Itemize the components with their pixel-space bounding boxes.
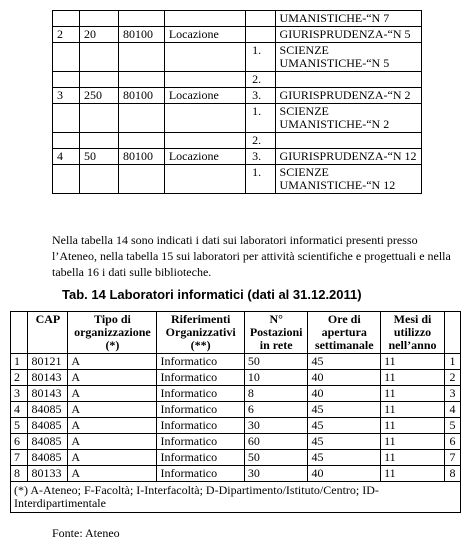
table-cell: 7	[11, 450, 28, 466]
table-cell: Informatico	[157, 402, 244, 418]
table-cell: Informatico	[157, 434, 244, 450]
table-cell	[80, 133, 119, 149]
table-cell	[80, 11, 119, 27]
table-cell	[80, 43, 119, 72]
table-cell: Informatico	[157, 386, 244, 402]
table-cell: 5	[11, 418, 28, 434]
table-cell: SCIENZE UMANISTICHE-“N 5	[275, 43, 421, 72]
table-cell: Informatico	[157, 370, 244, 386]
table-row	[11, 370, 461, 386]
table-row	[53, 104, 422, 133]
header-cell: Tipo di organizzazione (*)	[68, 312, 157, 354]
table-cell: 30	[244, 466, 308, 482]
table-cell: 6	[244, 402, 308, 418]
table-cell: 80143	[28, 386, 68, 402]
continuation-table	[52, 10, 422, 194]
table-cell: Informatico	[157, 466, 244, 482]
table-cell: 4	[11, 402, 28, 418]
header-row	[11, 312, 461, 354]
table-row	[53, 11, 422, 27]
table-cell: 3	[53, 88, 80, 104]
table-cell: SCIENZE UMANISTICHE-“N 12	[275, 165, 421, 194]
table-cell: GIURISPRUDENZA-“N 5	[275, 27, 421, 43]
table-cell: 4	[53, 149, 80, 165]
table-cell	[80, 104, 119, 133]
header-cell	[444, 312, 460, 354]
table-cell: 84085	[28, 434, 68, 450]
table-cell: 30	[244, 418, 308, 434]
header-cell: N° Postazioni in rete	[244, 312, 308, 354]
table-cell: 2.	[246, 72, 275, 88]
table-cell: 80133	[28, 466, 68, 482]
table-cell	[119, 72, 165, 88]
table-cell: 80143	[28, 370, 68, 386]
table-cell	[164, 72, 245, 88]
table-cell: 2	[11, 370, 28, 386]
table-cell: A	[68, 386, 157, 402]
table-cell: 3	[11, 386, 28, 402]
table-row	[53, 27, 422, 43]
table-cell	[164, 133, 245, 149]
table-cell: 80100	[119, 27, 165, 43]
table-cell: 45	[308, 418, 381, 434]
source-note: Fonte: Ateneo	[52, 526, 120, 540]
table-note: (*) A-Ateneo; F-Facoltà; I-Interfacoltà; D-Dipartimento/Istituto/Centro; ID-Interdipartimentale	[11, 482, 461, 513]
table-cell: 50	[244, 354, 308, 370]
table-cell: 11	[381, 418, 445, 434]
table-cell	[164, 43, 245, 72]
note-row	[11, 482, 461, 513]
table-cell: 40	[308, 386, 381, 402]
table-cell: 7	[444, 450, 460, 466]
table-cell: 11	[381, 450, 445, 466]
table-cell: 11	[381, 354, 445, 370]
table-cell	[119, 104, 165, 133]
table-cell: A	[68, 434, 157, 450]
table-cell: 1	[444, 354, 460, 370]
table-cell	[53, 104, 80, 133]
table-cell: 10	[244, 370, 308, 386]
table-cell	[246, 27, 275, 43]
table-cell	[119, 11, 165, 27]
table-cell: 84085	[28, 450, 68, 466]
table-cell: A	[68, 370, 157, 386]
table-cell: 8	[244, 386, 308, 402]
table-row	[53, 165, 422, 194]
table-cell: 1.	[246, 165, 275, 194]
table-cell: 40	[308, 466, 381, 482]
table-cell	[164, 104, 245, 133]
table-cell: 45	[308, 354, 381, 370]
header-cell: Ore di apertura settimanale	[308, 312, 381, 354]
table-cell	[119, 133, 165, 149]
table-cell	[80, 165, 119, 194]
table-cell: 3.	[246, 149, 275, 165]
table-cell: 6	[11, 434, 28, 450]
table-row	[11, 386, 461, 402]
table-cell	[53, 133, 80, 149]
table-cell: 11	[381, 466, 445, 482]
table-cell: Informatico	[157, 418, 244, 434]
table-cell	[164, 11, 245, 27]
header-cell: CAP	[28, 312, 68, 354]
table-cell: 84085	[28, 418, 68, 434]
table-cell: 5	[444, 418, 460, 434]
table-cell	[164, 165, 245, 194]
table-cell: Informatico	[157, 450, 244, 466]
table-cell: 80100	[119, 88, 165, 104]
table-cell	[119, 165, 165, 194]
table-cell: Locazione	[164, 149, 245, 165]
table-cell: 60	[244, 434, 308, 450]
table-cell: Locazione	[164, 88, 245, 104]
table-cell: 2.	[246, 133, 275, 149]
table-cell: 45	[308, 402, 381, 418]
table-row	[53, 133, 422, 149]
table-row	[11, 434, 461, 450]
table-cell: 11	[381, 434, 445, 450]
table-cell: 1.	[246, 104, 275, 133]
table-cell: 6	[444, 434, 460, 450]
table-cell: Informatico	[157, 354, 244, 370]
table-cell: 50	[80, 149, 119, 165]
table-cell: 3	[444, 386, 460, 402]
table-cell: 40	[308, 370, 381, 386]
table-cell: A	[68, 418, 157, 434]
table-row	[11, 418, 461, 434]
table-title: Tab. 14 Laboratori informatici (dati al 31.12.2011)	[62, 287, 362, 302]
table-cell	[275, 72, 421, 88]
table-cell	[275, 133, 421, 149]
table-row	[11, 450, 461, 466]
table-cell: 80100	[119, 149, 165, 165]
table-cell: 80121	[28, 354, 68, 370]
table-row	[11, 402, 461, 418]
table-cell: Locazione	[164, 27, 245, 43]
header-cell: Riferimenti Organizzativi (**)	[157, 312, 244, 354]
table-cell: 45	[308, 434, 381, 450]
table-cell	[246, 11, 275, 27]
table-cell: 1	[11, 354, 28, 370]
table-cell: 1.	[246, 43, 275, 72]
table-cell: 45	[308, 450, 381, 466]
table-cell: 250	[80, 88, 119, 104]
table-cell	[53, 11, 80, 27]
table-cell: 8	[11, 466, 28, 482]
table-cell: 11	[381, 402, 445, 418]
table-cell: SCIENZE UMANISTICHE-“N 2	[275, 104, 421, 133]
table-cell: 84085	[28, 402, 68, 418]
table-cell: GIURISPRUDENZA-“N 2	[275, 88, 421, 104]
table-row	[11, 354, 461, 370]
table-cell: 3.	[246, 88, 275, 104]
table-cell: A	[68, 402, 157, 418]
table-cell: 4	[444, 402, 460, 418]
header-cell	[11, 312, 28, 354]
table-cell: 20	[80, 27, 119, 43]
table-row	[53, 43, 422, 72]
header-cell: Mesi di utilizzo nell’anno	[381, 312, 445, 354]
table-cell: 8	[444, 466, 460, 482]
table-cell	[53, 72, 80, 88]
table-cell: 11	[381, 370, 445, 386]
table-row	[53, 149, 422, 165]
intro-paragraph: Nella tabella 14 sono indicati i dati sui laboratori informatici presenti presso l’Ateneo, nella tabella 15 sui laboratori per attività scientifiche e progettuali e nella tabella 16 i dati sulle biblioteche.	[52, 233, 451, 279]
table-cell: 50	[244, 450, 308, 466]
table-row	[53, 72, 422, 88]
table-cell: GIURISPRUDENZA-“N 12	[275, 149, 421, 165]
table-cell: 11	[381, 386, 445, 402]
table-cell: A	[68, 466, 157, 482]
table-cell: 2	[53, 27, 80, 43]
table-cell: A	[68, 354, 157, 370]
table-cell: 2	[444, 370, 460, 386]
table-cell	[53, 165, 80, 194]
table-cell	[119, 43, 165, 72]
table-cell: UMANISTICHE-“N 7	[275, 11, 421, 27]
table-row	[11, 466, 461, 482]
laboratori-table	[10, 311, 461, 513]
table-cell: A	[68, 450, 157, 466]
table-cell	[53, 43, 80, 72]
table-row	[53, 88, 422, 104]
table-cell	[80, 72, 119, 88]
